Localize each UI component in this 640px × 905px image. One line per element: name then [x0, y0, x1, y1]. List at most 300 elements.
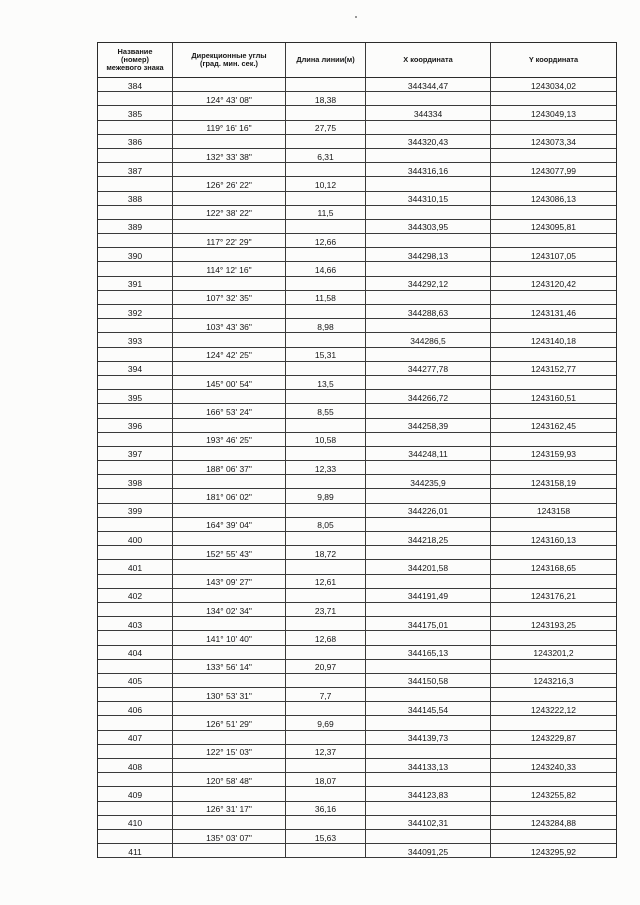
header-point-line: Название: [117, 46, 153, 56]
empty-cell: [366, 319, 491, 332]
direction-angle: 124° 43' 08": [206, 94, 252, 105]
point-row: [98, 135, 616, 149]
point-number: 404: [127, 648, 143, 659]
empty-cell: [286, 78, 366, 91]
line-length-cell: [286, 518, 366, 531]
x-coordinate-cell: [366, 78, 491, 91]
point-number-cell: [98, 305, 173, 318]
x-coordinate: 344303,95: [407, 222, 449, 233]
empty-cell: [286, 362, 366, 375]
segment-row: [98, 773, 616, 787]
direction-angle-cell: [173, 489, 286, 502]
direction-angle: 117° 22' 29": [206, 236, 252, 247]
point-number: 389: [127, 222, 143, 233]
point-number-cell: [98, 362, 173, 375]
empty-cell: [98, 234, 173, 247]
x-coordinate-cell: [366, 787, 491, 800]
direction-angle-cell: [173, 206, 286, 219]
y-coordinate-cell: [491, 419, 616, 432]
segment-row: [98, 716, 616, 730]
direction-angle-cell: [173, 688, 286, 701]
empty-cell: [366, 745, 491, 758]
header-x-coordinate: [366, 43, 491, 77]
empty-cell: [173, 560, 286, 573]
point-row: [98, 220, 616, 234]
direction-angle-cell: [173, 348, 286, 361]
empty-cell: [286, 532, 366, 545]
point-row: [98, 674, 616, 688]
segment-row: [98, 830, 616, 844]
direction-angle-cell: [173, 518, 286, 531]
empty-cell: [98, 433, 173, 446]
direction-angle-cell: [173, 546, 286, 559]
header-line-length: [286, 43, 366, 77]
y-coordinate-cell: [491, 333, 616, 346]
header-point-line: (номер): [121, 54, 149, 64]
point-number-cell: [98, 192, 173, 205]
point-number-cell: [98, 759, 173, 772]
point-row: [98, 277, 616, 291]
x-coordinate: 344139,73: [407, 733, 449, 744]
line-length-cell: [286, 575, 366, 588]
direction-angle-cell: [173, 177, 286, 190]
line-length: 12,37: [314, 747, 337, 758]
y-coordinate: 1243193,25: [531, 619, 576, 630]
empty-cell: [173, 192, 286, 205]
table-header: [98, 43, 616, 78]
empty-cell: [366, 830, 491, 843]
empty-cell: [491, 575, 616, 588]
x-coordinate-cell: [366, 504, 491, 517]
line-length: 18,72: [314, 548, 337, 559]
y-coordinate-cell: [491, 277, 616, 290]
empty-cell: [366, 92, 491, 105]
y-coordinate: 1243168,65: [531, 562, 576, 573]
point-number: 384: [127, 80, 143, 91]
direction-angle-cell: [173, 92, 286, 105]
x-coordinate: 344102,31: [407, 818, 449, 829]
line-length: 12,61: [314, 577, 337, 588]
line-length-cell: [286, 92, 366, 105]
empty-cell: [491, 631, 616, 644]
x-coordinate-cell: [366, 447, 491, 460]
y-coordinate-cell: [491, 759, 616, 772]
point-number: 409: [127, 789, 143, 800]
empty-cell: [491, 546, 616, 559]
x-coordinate: 344218,25: [407, 534, 449, 545]
x-coordinate: 344133,13: [407, 761, 449, 772]
line-length: 18,38: [314, 94, 337, 105]
empty-cell: [286, 447, 366, 460]
point-row: [98, 589, 616, 603]
x-coordinate-cell: [366, 702, 491, 715]
point-number: 386: [127, 137, 143, 148]
empty-cell: [286, 248, 366, 261]
empty-cell: [98, 546, 173, 559]
point-number-cell: [98, 816, 173, 829]
header-x-label: X координата: [403, 54, 453, 64]
empty-cell: [491, 603, 616, 616]
line-length-cell: [286, 773, 366, 786]
empty-cell: [173, 844, 286, 857]
point-number-cell: [98, 78, 173, 91]
line-length-cell: [286, 716, 366, 729]
y-coordinate: 1243295,92: [531, 846, 576, 857]
empty-cell: [366, 716, 491, 729]
y-coordinate-cell: [491, 731, 616, 744]
line-length: 14,66: [314, 265, 337, 276]
header-length-label: Длина линии(м): [296, 54, 355, 64]
point-row: [98, 731, 616, 745]
x-coordinate: 344201,58: [407, 562, 449, 573]
x-coordinate-cell: [366, 362, 491, 375]
y-coordinate: 1243049,13: [531, 108, 576, 119]
empty-cell: [491, 716, 616, 729]
point-number: 393: [127, 335, 143, 346]
y-coordinate-cell: [491, 646, 616, 659]
empty-cell: [286, 674, 366, 687]
segment-row: [98, 745, 616, 759]
y-coordinate-cell: [491, 560, 616, 573]
point-number: 387: [127, 165, 143, 176]
y-coordinate: 1243159,93: [531, 449, 576, 460]
point-number: 395: [127, 392, 143, 403]
empty-cell: [491, 319, 616, 332]
point-row: [98, 532, 616, 546]
empty-cell: [98, 121, 173, 134]
point-row: [98, 192, 616, 206]
point-number-cell: [98, 106, 173, 119]
point-number-cell: [98, 163, 173, 176]
point-row: [98, 844, 616, 858]
empty-cell: [98, 631, 173, 644]
empty-cell: [98, 773, 173, 786]
y-coordinate-cell: [491, 220, 616, 233]
empty-cell: [173, 532, 286, 545]
empty-cell: [173, 617, 286, 630]
empty-cell: [173, 220, 286, 233]
point-row: [98, 617, 616, 631]
direction-angle: 122° 38' 22": [206, 208, 252, 219]
direction-angle: 152° 55' 43": [206, 548, 252, 559]
segment-row: [98, 92, 616, 106]
empty-cell: [491, 688, 616, 701]
empty-cell: [173, 333, 286, 346]
y-coordinate-cell: [491, 447, 616, 460]
empty-cell: [366, 376, 491, 389]
point-number: 403: [127, 619, 143, 630]
point-number-cell: [98, 674, 173, 687]
empty-cell: [286, 646, 366, 659]
segment-row: [98, 291, 616, 305]
y-coordinate-cell: [491, 362, 616, 375]
line-length-cell: [286, 660, 366, 673]
point-number: 388: [127, 194, 143, 205]
empty-cell: [98, 688, 173, 701]
empty-cell: [366, 206, 491, 219]
point-number: 410: [127, 818, 143, 829]
point-number-cell: [98, 390, 173, 403]
empty-cell: [286, 475, 366, 488]
direction-angle: 122° 15' 03": [206, 747, 252, 758]
y-coordinate: 1243201,2: [533, 648, 574, 659]
y-coordinate-cell: [491, 816, 616, 829]
y-coordinate: 1243216,3: [533, 676, 574, 687]
x-coordinate-cell: [366, 220, 491, 233]
point-row: [98, 787, 616, 801]
x-coordinate-cell: [366, 560, 491, 573]
empty-cell: [366, 177, 491, 190]
empty-cell: [491, 234, 616, 247]
empty-cell: [173, 135, 286, 148]
point-row: [98, 504, 616, 518]
point-number-cell: [98, 220, 173, 233]
x-coordinate: 344165,13: [407, 648, 449, 659]
direction-angle: 119° 16' 16": [206, 123, 252, 134]
segment-row: [98, 234, 616, 248]
x-coordinate: 344298,13: [407, 250, 449, 261]
point-number: 398: [127, 477, 143, 488]
empty-cell: [173, 759, 286, 772]
empty-cell: [491, 376, 616, 389]
point-row: [98, 390, 616, 404]
segment-row: [98, 631, 616, 645]
point-number: 400: [127, 534, 143, 545]
x-coordinate: 344123,83: [407, 789, 449, 800]
direction-angle: 143° 09' 27": [206, 577, 252, 588]
empty-cell: [98, 348, 173, 361]
line-length: 12,33: [314, 463, 337, 474]
empty-cell: [491, 92, 616, 105]
empty-cell: [366, 688, 491, 701]
empty-cell: [286, 220, 366, 233]
y-coordinate: 1243160,13: [531, 534, 576, 545]
point-row: [98, 816, 616, 830]
segment-row: [98, 489, 616, 503]
segment-row: [98, 376, 616, 390]
point-number-cell: [98, 333, 173, 346]
point-number: 396: [127, 421, 143, 432]
segment-row: [98, 461, 616, 475]
empty-cell: [98, 177, 173, 190]
line-length: 7,7: [319, 690, 332, 701]
segment-row: [98, 319, 616, 333]
empty-cell: [366, 348, 491, 361]
empty-cell: [173, 646, 286, 659]
empty-cell: [286, 617, 366, 630]
x-coordinate: 344248,11: [408, 449, 448, 460]
scan-speck: [355, 16, 357, 18]
empty-cell: [98, 376, 173, 389]
line-length: 12,68: [314, 633, 337, 644]
empty-cell: [491, 177, 616, 190]
point-number-cell: [98, 617, 173, 630]
point-number-cell: [98, 560, 173, 573]
direction-angle-cell: [173, 716, 286, 729]
x-coordinate: 344320,43: [407, 137, 449, 148]
empty-cell: [173, 78, 286, 91]
empty-cell: [286, 333, 366, 346]
empty-cell: [173, 447, 286, 460]
direction-angle: 193° 46' 25": [206, 435, 252, 446]
x-coordinate: 344277,78: [407, 364, 449, 375]
point-number-cell: [98, 504, 173, 517]
line-length: 27,75: [314, 123, 337, 134]
segment-row: [98, 575, 616, 589]
empty-cell: [366, 489, 491, 502]
segment-row: [98, 121, 616, 135]
empty-cell: [366, 404, 491, 417]
empty-cell: [173, 589, 286, 602]
x-coordinate-cell: [366, 333, 491, 346]
y-coordinate-cell: [491, 702, 616, 715]
segment-row: [98, 348, 616, 362]
point-number-cell: [98, 475, 173, 488]
x-coordinate: 344310,15: [407, 194, 449, 205]
line-length-cell: [286, 291, 366, 304]
line-length-cell: [286, 830, 366, 843]
segment-row: [98, 546, 616, 560]
empty-cell: [286, 163, 366, 176]
x-coordinate-cell: [366, 844, 491, 857]
point-number: 391: [127, 279, 143, 290]
point-row: [98, 702, 616, 716]
y-coordinate: 1243034,02: [531, 80, 576, 91]
point-number-cell: [98, 702, 173, 715]
empty-cell: [98, 262, 173, 275]
empty-cell: [98, 575, 173, 588]
point-row: [98, 106, 616, 120]
empty-cell: [98, 745, 173, 758]
line-length-cell: [286, 206, 366, 219]
header-y-coordinate: [491, 43, 616, 77]
point-row: [98, 560, 616, 574]
y-coordinate-cell: [491, 135, 616, 148]
x-coordinate: 344266,72: [407, 392, 449, 403]
point-row: [98, 333, 616, 347]
x-coordinate-cell: [366, 589, 491, 602]
point-row: [98, 305, 616, 319]
point-number-cell: [98, 532, 173, 545]
line-length-cell: [286, 234, 366, 247]
direction-angle-cell: [173, 291, 286, 304]
empty-cell: [98, 518, 173, 531]
empty-cell: [286, 759, 366, 772]
line-length-cell: [286, 546, 366, 559]
line-length-cell: [286, 802, 366, 815]
empty-cell: [98, 92, 173, 105]
y-coordinate: 1243162,45: [531, 421, 576, 432]
point-number: 401: [127, 562, 143, 573]
x-coordinate-cell: [366, 248, 491, 261]
x-coordinate-cell: [366, 163, 491, 176]
empty-cell: [366, 518, 491, 531]
point-number: 406: [127, 704, 143, 715]
point-row: [98, 163, 616, 177]
empty-cell: [366, 461, 491, 474]
boundary-points-table: [97, 42, 617, 858]
x-coordinate-cell: [366, 816, 491, 829]
line-length-cell: [286, 376, 366, 389]
direction-angle: 126° 26' 22": [206, 179, 252, 190]
point-row: [98, 419, 616, 433]
empty-cell: [173, 475, 286, 488]
header-point-line: межевого знака: [106, 63, 164, 73]
y-coordinate-cell: [491, 504, 616, 517]
line-length-cell: [286, 319, 366, 332]
line-length: 10,12: [314, 179, 337, 190]
header-angle-line: Дирекционные углы: [191, 50, 267, 60]
empty-cell: [98, 489, 173, 502]
line-length: 23,71: [314, 605, 337, 616]
empty-cell: [173, 277, 286, 290]
direction-angle: 141° 10' 40": [206, 633, 252, 644]
line-length: 20,97: [314, 662, 337, 673]
line-length: 11,58: [315, 293, 336, 304]
direction-angle-cell: [173, 603, 286, 616]
direction-angle-cell: [173, 830, 286, 843]
empty-cell: [173, 163, 286, 176]
y-coordinate: 1243255,82: [531, 789, 576, 800]
point-number-cell: [98, 589, 173, 602]
point-number-cell: [98, 419, 173, 432]
y-coordinate-cell: [491, 844, 616, 857]
point-row: [98, 78, 616, 92]
point-number: 402: [127, 591, 143, 602]
empty-cell: [286, 305, 366, 318]
y-coordinate-cell: [491, 192, 616, 205]
empty-cell: [491, 461, 616, 474]
x-coordinate-cell: [366, 135, 491, 148]
line-length-cell: [286, 121, 366, 134]
empty-cell: [173, 362, 286, 375]
direction-angle: 126° 51' 29": [206, 719, 252, 730]
line-length: 36,16: [314, 804, 337, 815]
segment-row: [98, 603, 616, 617]
empty-cell: [286, 844, 366, 857]
line-length: 18,07: [314, 775, 337, 786]
empty-cell: [491, 291, 616, 304]
segment-row: [98, 802, 616, 816]
empty-cell: [286, 787, 366, 800]
x-coordinate-cell: [366, 192, 491, 205]
y-coordinate: 1243160,51: [531, 392, 576, 403]
empty-cell: [491, 802, 616, 815]
direction-angle-cell: [173, 404, 286, 417]
empty-cell: [366, 603, 491, 616]
empty-cell: [173, 419, 286, 432]
y-coordinate-cell: [491, 163, 616, 176]
empty-cell: [286, 390, 366, 403]
point-number-cell: [98, 646, 173, 659]
empty-cell: [98, 830, 173, 843]
empty-cell: [491, 206, 616, 219]
empty-cell: [286, 816, 366, 829]
x-coordinate-cell: [366, 106, 491, 119]
y-coordinate: 1243131,46: [531, 307, 576, 318]
empty-cell: [366, 433, 491, 446]
y-coordinate: 1243107,05: [531, 250, 576, 261]
direction-angle-cell: [173, 461, 286, 474]
y-coordinate-cell: [491, 390, 616, 403]
point-row: [98, 646, 616, 660]
empty-cell: [173, 248, 286, 261]
line-length: 9,89: [317, 492, 334, 503]
x-coordinate: 344288,63: [407, 307, 449, 318]
segment-row: [98, 404, 616, 418]
point-number: 407: [127, 733, 143, 744]
y-coordinate: 1243176,21: [531, 591, 576, 602]
